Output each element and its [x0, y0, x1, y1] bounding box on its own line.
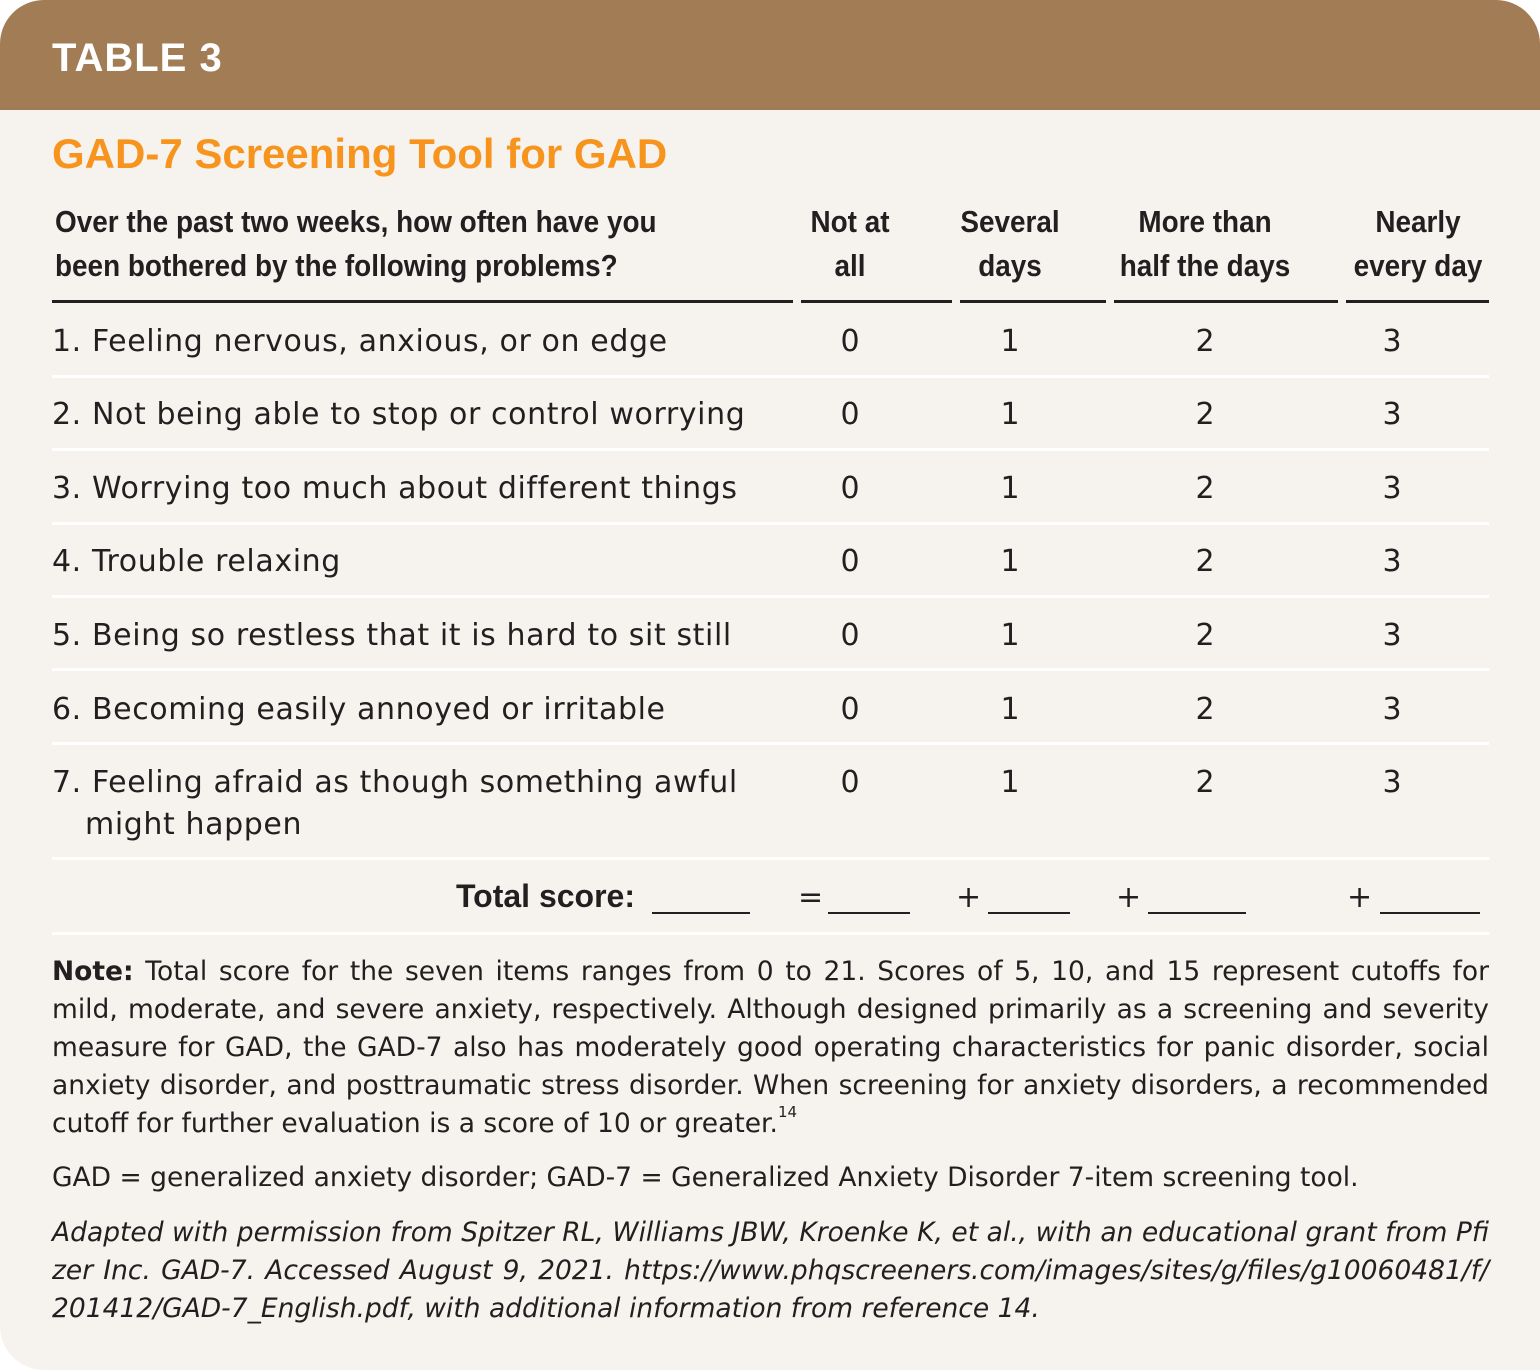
score-cell: 3: [1382, 765, 1402, 800]
column-header-nearly-every-day: Nearly every day: [1353, 204, 1483, 283]
score-cell: 0: [840, 765, 860, 800]
score-cell: 2: [1195, 618, 1215, 653]
plus-sign: +: [1116, 880, 1142, 915]
score-cell: 2: [1195, 692, 1215, 727]
score-cell: 2: [1195, 397, 1215, 432]
score-cell: 0: [840, 471, 860, 506]
score-cell: 0: [840, 397, 860, 432]
header-rule: [52, 300, 1489, 303]
score-cell: 0: [840, 692, 860, 727]
column-header-not-at-all: Not at all: [810, 204, 890, 283]
score-cell: 0: [840, 544, 860, 579]
table-banner: [0, 0, 1540, 110]
score-cell: 3: [1382, 324, 1402, 359]
column-header-more-than-half: More than half the days: [1119, 204, 1291, 283]
score-cell: 1: [1000, 471, 1020, 506]
equals-sign: =: [798, 880, 824, 915]
total-score-label: Total score:: [456, 878, 635, 914]
row-divider: [52, 668, 1489, 671]
table-number: TABLE 3: [52, 36, 223, 80]
column-header-several-days: Several days: [960, 204, 1060, 283]
row-divider: [52, 522, 1489, 525]
score-blank: [988, 912, 1070, 914]
reference-superscript: 14: [777, 1103, 798, 1121]
row-divider: [52, 857, 1489, 860]
table-row-4-text: 4. Trouble relaxing: [52, 544, 341, 579]
score-blank: [828, 912, 910, 914]
score-cell: 1: [1000, 544, 1020, 579]
score-cell: 1: [1000, 324, 1020, 359]
abbreviations: GAD = generalized anxiety disorder; GAD-7 = Generalized Anxiety Disorder 7-item screening tool.: [52, 1162, 1359, 1193]
table-row-1-text: 1. Feeling nervous, anxious, or on edge: [52, 324, 668, 359]
question-header: Over the past two weeks, how often have you been bothered by the following problems?: [55, 204, 657, 283]
source-citation: Adapted with permission from Spitzer RL, Williams JBW, Kroenke K, et al., with an educational grant from Pfizer Inc. GAD-7. Accessed August 9, 2021. https://www.phqscreeners.com/images/sites/g/files/g10060481/f/201412/GAD-7_English.pdf, with additional information from reference 14.: [52, 1217, 1489, 1324]
plus-sign: +: [1347, 880, 1373, 915]
row-divider: [52, 375, 1489, 378]
score-cell: 0: [840, 618, 860, 653]
score-cell: 1: [1000, 765, 1020, 800]
score-cell: 3: [1382, 471, 1402, 506]
row-divider: [52, 595, 1489, 598]
score-cell: 3: [1382, 692, 1402, 727]
score-cell: 1: [1000, 618, 1020, 653]
table-row-6-text: 6. Becoming easily annoyed or irritable: [52, 692, 666, 727]
table-note: Note: Total score for the seven items ranges from 0 to 21. Scores of 5, 10, and 15 represent cutoffs for mild, moderate, and severe anxiety, respectively. Although designed primarily as a screening and severity measure for GAD, the GAD-7 also has moderately good operating characteristics for panic disorder, social anxiety disorder, and posttraumatic stress disorder. When screening for anxiety disorders, a recommended cutoff for further evaluation is a score of 10 or greater.$^{14}$: [52, 956, 1489, 1139]
score-cell: 2: [1195, 324, 1215, 359]
table-row-7-text: 7. Feeling afraid as though something awful might happen: [52, 765, 738, 842]
row-divider: [52, 448, 1489, 451]
score-blank: [1380, 912, 1480, 914]
table-row-3-text: 3. Worrying too much about different things: [52, 471, 738, 506]
score-cell: 1: [1000, 397, 1020, 432]
plus-sign: +: [956, 880, 982, 915]
score-cell: 2: [1195, 765, 1215, 800]
row-divider: [52, 932, 1489, 935]
score-blank: [1148, 912, 1246, 914]
table-row-2-text: 2. Not being able to stop or control worrying: [52, 397, 746, 432]
table-row-5-text: 5. Being so restless that it is hard to sit still: [52, 618, 732, 653]
score-cell: 2: [1195, 544, 1215, 579]
score-cell: 0: [840, 324, 860, 359]
score-cell: 3: [1382, 618, 1402, 653]
table-title: GAD-7 Screening Tool for GAD: [52, 130, 668, 177]
score-cell: 2: [1195, 471, 1215, 506]
score-cell: 3: [1382, 397, 1402, 432]
score-cell: 1: [1000, 692, 1020, 727]
total-blank: [652, 912, 750, 914]
row-divider: [52, 742, 1489, 745]
score-cell: 3: [1382, 544, 1402, 579]
